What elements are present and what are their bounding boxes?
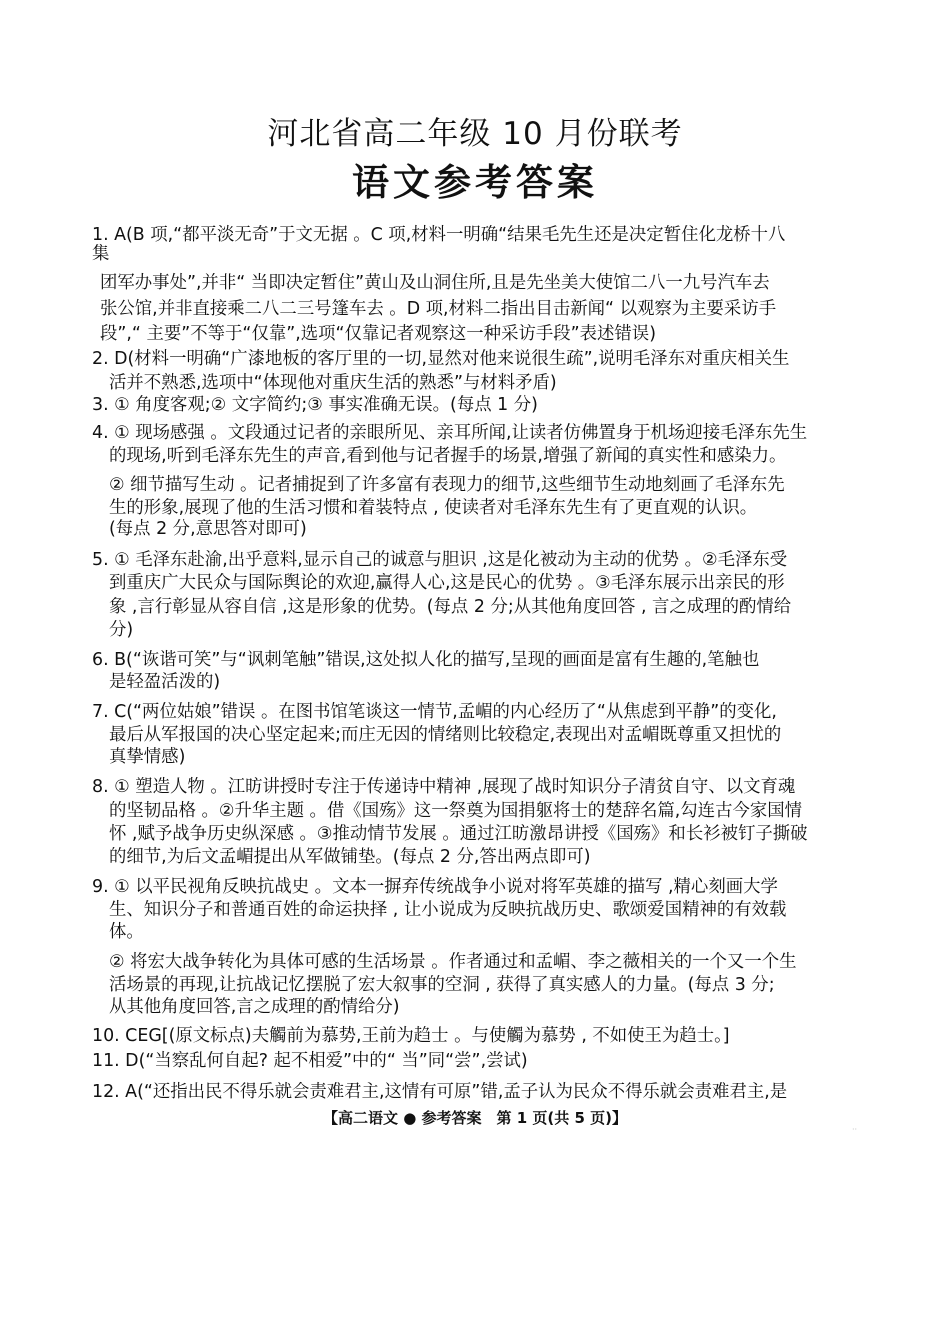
- answer-9-line-3: 体。: [109, 922, 144, 942]
- answer-key-title: 语文参考答案: [352, 161, 598, 204]
- answer-1-line-5: 段”,“ 主要”不等于“仅靠”,选项“仅靠记者观察这一种采访手段”表述错误): [100, 324, 656, 344]
- answer-7-line-2: 最后从军报国的决心坚定起来;而庄无因的情绪则比较稳定,表现出对孟嵋既尊重又担忧的: [109, 725, 782, 745]
- answer-4-line-5: (每点 2 分,意思答对即可): [109, 519, 307, 539]
- answer-8-line-1: 8. ① 塑造人物 。江昉讲授时专注于传递诗中精神 ,展现了战时知识分子清贫自守、以文育魂: [92, 777, 796, 797]
- answer-7-line-3: 真挚情感): [109, 747, 186, 767]
- answer-11-line-1: 11. D(“当察乱何自起? 起不相爱”中的“ 当”同“尝”,尝试): [92, 1051, 528, 1071]
- answer-8-line-4: 的细节,为后文孟嵋提出从军做铺垫。(每点 2 分,答出两点即可): [109, 847, 591, 867]
- answer-1-line-4: 张公馆,并非直接乘二八二三号篷车去 。D 项,材料二指出目击新闻“ 以观察为主要采访手: [100, 299, 777, 319]
- answer-6-line-2: 是轻盈活泼的): [109, 672, 221, 692]
- answer-9-line-2: 生、知识分子和普通百姓的命运抉择 , 让小说成为反映抗战历史、歌颂爱国精神的有效载: [109, 900, 787, 920]
- answer-4-line-1: 4. ① 现场感强 。文段通过记者的亲眼所见、亲耳所闻,让读者仿佛置身于机场迎接毛泽东先生: [92, 423, 808, 443]
- answer-8-line-2: 的坚韧品格 。②升华主题 。借《国殇》这一祭奠为国捐躯将士的楚辞名篇,勾连古今家国情: [109, 801, 803, 821]
- answer-8-line-3: 怀 ,赋予战争历史纵深感 。③推动情节发展 。通过江昉激昂讲授《国殇》和长衫被钉子撕破: [109, 824, 808, 844]
- answer-4-line-4: 生的形象,展现了他的生活习惯和着装特点 , 使读者对毛泽东先生有了更直观的认识。: [109, 498, 758, 518]
- scan-mark: ··: [852, 1125, 858, 1134]
- answer-3-line-1: 3. ① 角度客观;② 文字简约;③ 事实准确无误。(每点 1 分): [92, 395, 538, 415]
- answer-2-line-2: 活并不熟悉,选项中“体现他对重庆生活的熟悉”与材料矛盾): [109, 373, 557, 393]
- answer-4-line-2: 的现场,听到毛泽东先生的声音,看到他与记者握手的场景,增强了新闻的真实性和感染力。: [109, 446, 787, 466]
- answer-9-line-4: ② 将宏大战争转化为具体可感的生活场景 。作者通过和孟嵋、李之薇相关的一个又一个生: [109, 952, 797, 972]
- answer-5-line-2: 到重庆广大民众与国际舆论的欢迎,赢得人心,这是民心的优势 。③毛泽东展示出亲民的形: [109, 573, 785, 593]
- page-footer: 【高二语文 ● 参考答案 第 1 页(共 5 页)】: [322, 1109, 627, 1127]
- exam-title: 河北省高二年级 10 月份联考: [267, 116, 683, 152]
- answer-9-line-6: 从其他角度回答,言之成理的酌情给分): [109, 997, 400, 1017]
- answer-10-line-1: 10. CEG[(原文标点)夫觸前为慕势,王前为趋士 。与使觸为慕势 , 不如使王为趋士。]: [92, 1026, 730, 1046]
- answer-6-line-1: 6. B(“诙谐可笑”与“讽刺笔触”错误,这处拟人化的描写,呈现的画面是富有生趣的,笔触也: [92, 650, 760, 670]
- answer-5-line-4: 分): [109, 620, 134, 640]
- answer-2-line-1: 2. D(材料一明确“广漆地板的客厅里的一切,显然对他来说很生疏”,说明毛泽东对重庆相关生: [92, 349, 790, 369]
- answer-12-line-1: 12. A(“还指出民不得乐就会责难君主,这情有可原”错,孟子认为民众不得乐就会责难君主,是: [92, 1082, 788, 1102]
- answer-5-line-3: 象 ,言行彰显从容自信 ,这是形象的优势。(每点 2 分;从其他角度回答 , 言之成理的酌情给: [109, 597, 792, 617]
- answer-1-line-2: 集: [92, 244, 110, 264]
- answer-4-line-3: ② 细节描写生动 。记者捕捉到了许多富有表现力的细节,这些细节生动地刻画了毛泽东先: [109, 475, 785, 495]
- answer-5-line-1: 5. ① 毛泽东赴渝,出乎意料,显示自己的诚意与胆识 ,这是化被动为主动的优势 。②毛泽东受: [92, 550, 788, 570]
- answer-7-line-1: 7. C(“两位姑娘”错误 。在图书馆笔谈这一情节,孟嵋的内心经历了“从焦虑到平静”的变化,: [92, 702, 777, 722]
- answer-9-line-1: 9. ① 以平民视角反映抗战史 。文本一摒弃传统战争小说对将军英雄的描写 ,精心刻画大学: [92, 877, 778, 897]
- answer-1-line-3: 团军办事处”,并非“ 当即决定暂住”黄山及山洞住所,且是先坐美大使馆二八一九号汽车去: [100, 273, 770, 293]
- answer-9-line-5: 活场景的再现,让抗战记忆摆脱了宏大叙事的空洞 , 获得了真实感人的力量。(每点 3 分;: [109, 975, 775, 995]
- answer-1-line-1: 1. A(B 项,“都平淡无奇”于文无据 。C 项,材料一明确“结果毛先生还是决定暂住化龙桥十八: [92, 225, 786, 245]
